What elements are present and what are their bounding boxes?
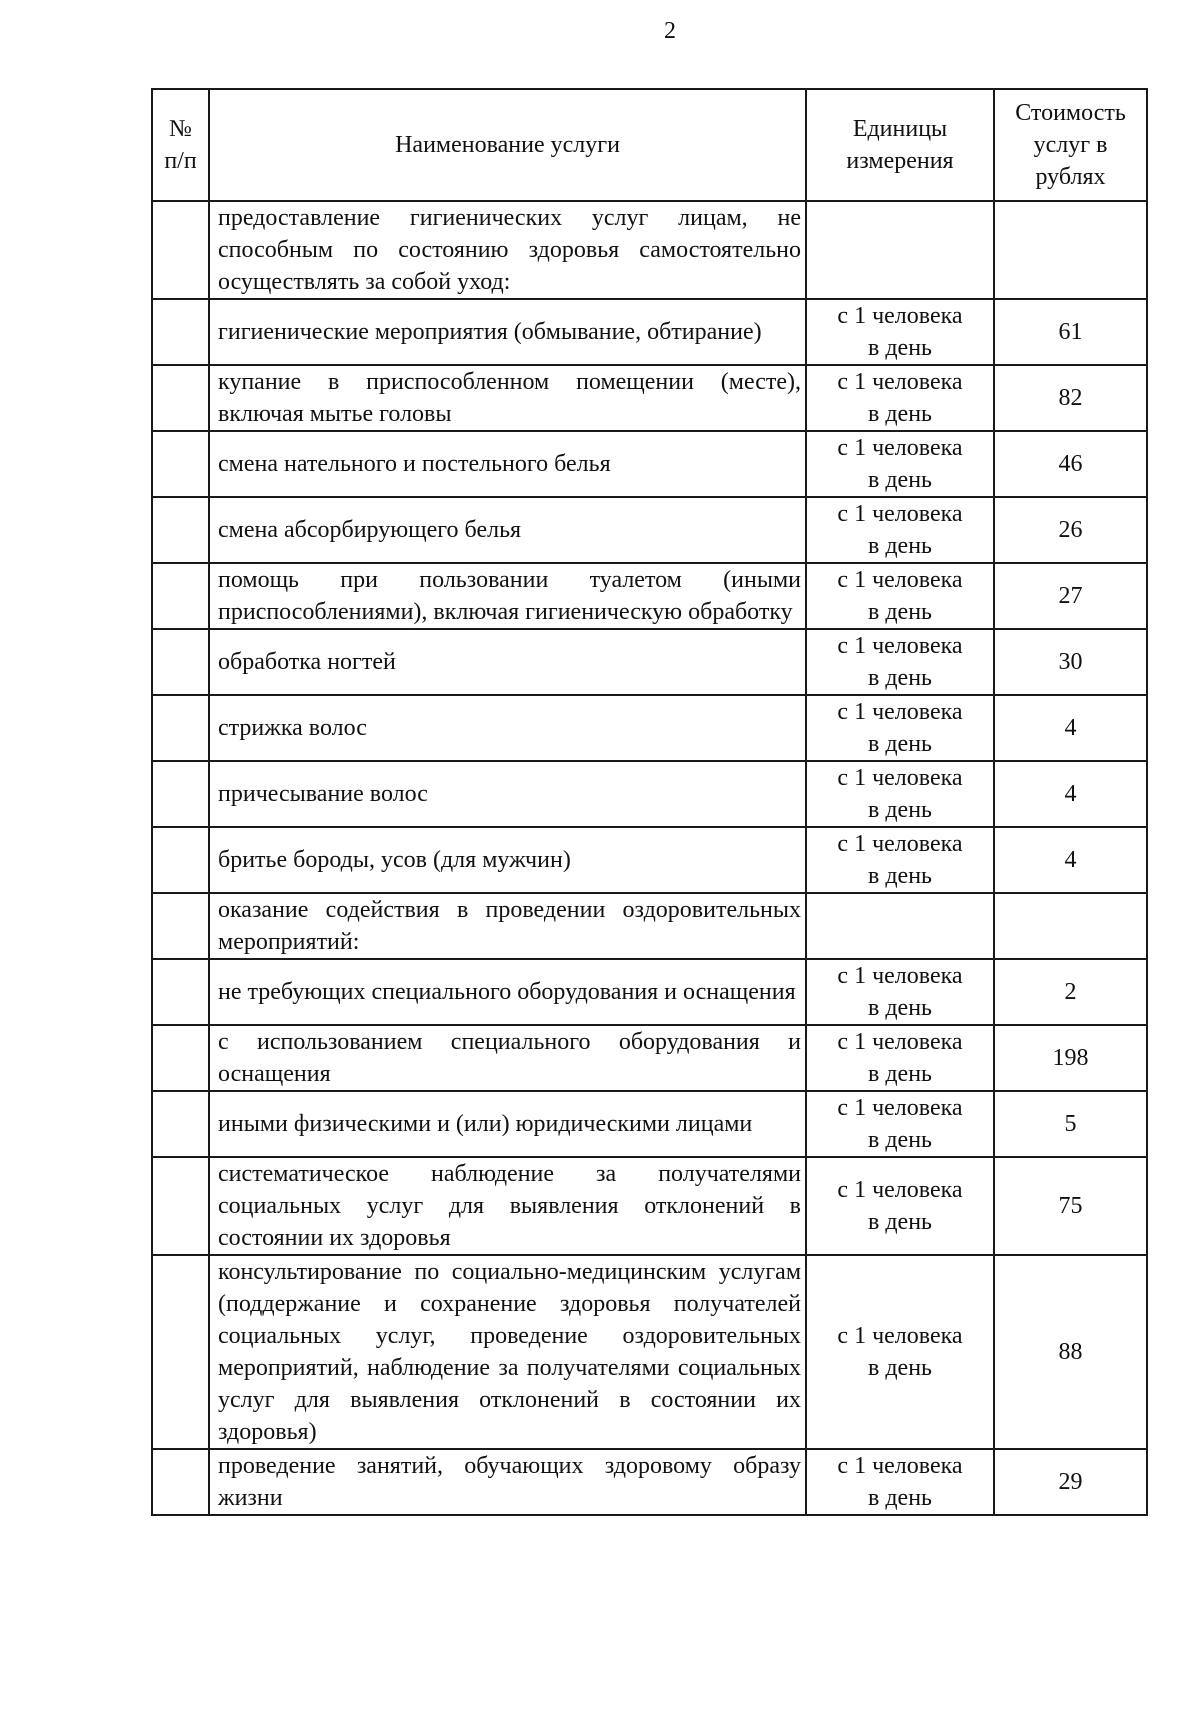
unit-line-1: с 1 человека [837,567,963,593]
unit-line-1: с 1 человека [837,963,963,989]
row-number-cell [152,761,209,827]
unit-cell [806,1157,994,1255]
table-row [152,761,1147,827]
service-name-cell: систематическое наблюдение за получателями социальных услуг для выявления отклонений в состоянии их здоровья [209,1157,806,1255]
cost-cell: 26 [994,497,1147,563]
unit-line-1: с 1 человека [837,765,963,791]
table-row [152,1025,1147,1091]
row-number-cell [152,1025,209,1091]
cost-cell: 2 [994,959,1147,1025]
service-name-cell: обработка ногтей [209,629,806,695]
table-row [152,1091,1147,1157]
row-number-cell [152,1449,209,1515]
row-number-cell [152,431,209,497]
table-row [152,827,1147,893]
unit-line-1: с 1 человека [837,1453,963,1479]
unit-cell [806,365,994,431]
row-number-cell [152,959,209,1025]
unit-cell [806,893,994,959]
table-row [152,1157,1147,1255]
unit-line-1: с 1 человека [837,1177,963,1203]
table-row [152,959,1147,1025]
cost-cell: 4 [994,827,1147,893]
unit-line-1: с 1 человека [837,1029,963,1055]
service-name-cell: предоставление гигиенических услуг лицам, не способным по состоянию здоровья самостоятельно осуществлять за собой уход: [209,201,806,299]
table-header-row [152,89,1147,201]
service-name-cell: смена абсорбирующего белья [209,497,806,563]
unit-cell [806,1255,994,1449]
service-name-cell: не требующих специального оборудования и оснащения [209,959,806,1025]
table-row [152,1449,1147,1515]
unit-cell [806,1449,994,1515]
cost-cell [994,201,1147,299]
service-name-cell: консультирование по социально-медицинским услугам (поддержание и сохранение здоровья получателей социальных услуг, проведение оздоровительных мероприятий, наблюдение за получателями социальных услуг для выявления отклонений в состоянии их здоровья) [209,1255,806,1449]
cost-cell: 46 [994,431,1147,497]
row-number-cell [152,827,209,893]
cost-cell: 5 [994,1091,1147,1157]
table-row [152,629,1147,695]
unit-line-2: в день [868,1209,932,1235]
unit-line-2: в день [868,797,932,823]
cost-cell: 30 [994,629,1147,695]
service-name-cell: оказание содействия в проведении оздоровительных мероприятий: [209,893,806,959]
cost-cell: 29 [994,1449,1147,1515]
service-name-cell: купание в приспособленном помещении (месте), включая мытье головы [209,365,806,431]
unit-line-2: в день [868,665,932,691]
service-name-cell: помощь при пользовании туалетом (иными приспособлениями), включая гигиеническую обработку [209,563,806,629]
header-unit: Единицы измерения [806,89,994,201]
unit-line-2: в день [868,599,932,625]
unit-line-1: с 1 человека [837,633,963,659]
table-row [152,1255,1147,1449]
unit-line-2: в день [868,533,932,559]
service-name-cell: гигиенические мероприятия (обмывание, обтирание) [209,299,806,365]
unit-line-2: в день [868,1355,932,1381]
cost-cell: 61 [994,299,1147,365]
row-number-cell [152,563,209,629]
unit-line-2: в день [868,1485,932,1511]
header-number: № п/п [152,89,209,201]
cost-cell: 27 [994,563,1147,629]
row-number-cell [152,629,209,695]
service-name-cell: с использованием специального оборудования и оснащения [209,1025,806,1091]
unit-line-2: в день [868,401,932,427]
row-number-cell [152,893,209,959]
cost-cell: 4 [994,761,1147,827]
unit-cell [806,827,994,893]
unit-cell [806,629,994,695]
unit-line-2: в день [868,995,932,1021]
table-row [152,431,1147,497]
cost-cell: 4 [994,695,1147,761]
unit-cell [806,431,994,497]
services-table-container [151,88,1146,1516]
unit-line-2: в день [868,335,932,361]
row-number-cell [152,1255,209,1449]
unit-line-2: в день [868,1127,932,1153]
service-name-cell: причесывание волос [209,761,806,827]
table-row [152,299,1147,365]
services-price-table [151,88,1148,1516]
unit-line-2: в день [868,863,932,889]
row-number-cell [152,365,209,431]
cost-cell: 198 [994,1025,1147,1091]
unit-cell [806,563,994,629]
service-name-cell: стрижка волос [209,695,806,761]
unit-line-1: с 1 человека [837,831,963,857]
table-row [152,563,1147,629]
service-name-cell: проведение занятий, обучающих здоровому образу жизни [209,1449,806,1515]
unit-cell [806,1091,994,1157]
table-row [152,497,1147,563]
unit-line-1: с 1 человека [837,369,963,395]
cost-cell [994,893,1147,959]
unit-line-1: с 1 человека [837,303,963,329]
unit-cell [806,761,994,827]
row-number-cell [152,299,209,365]
unit-cell [806,497,994,563]
row-number-cell [152,497,209,563]
header-service-name: Наименование услуги [209,89,806,201]
cost-cell: 88 [994,1255,1147,1449]
unit-cell [806,959,994,1025]
service-name-cell: бритье бороды, усов (для мужчин) [209,827,806,893]
unit-line-2: в день [868,1061,932,1087]
page-number: 2 [664,18,676,44]
unit-cell [806,695,994,761]
unit-line-1: с 1 человека [837,1095,963,1121]
header-cost: Стоимость услуг в рублях [994,89,1147,201]
row-number-cell [152,1157,209,1255]
unit-line-2: в день [868,731,932,757]
unit-cell [806,1025,994,1091]
service-name-cell: смена нательного и постельного белья [209,431,806,497]
unit-cell [806,201,994,299]
row-number-cell [152,1091,209,1157]
unit-line-1: с 1 человека [837,699,963,725]
unit-line-1: с 1 человека [837,501,963,527]
unit-line-2: в день [868,467,932,493]
row-number-cell [152,695,209,761]
unit-line-1: с 1 человека [837,1323,963,1349]
table-row [152,695,1147,761]
cost-cell: 82 [994,365,1147,431]
table-row [152,201,1147,299]
cost-cell: 75 [994,1157,1147,1255]
table-body [152,201,1147,1515]
table-row [152,893,1147,959]
unit-line-1: с 1 человека [837,435,963,461]
table-row [152,365,1147,431]
unit-cell [806,299,994,365]
row-number-cell [152,201,209,299]
service-name-cell: иными физическими и (или) юридическими лицами [209,1091,806,1157]
